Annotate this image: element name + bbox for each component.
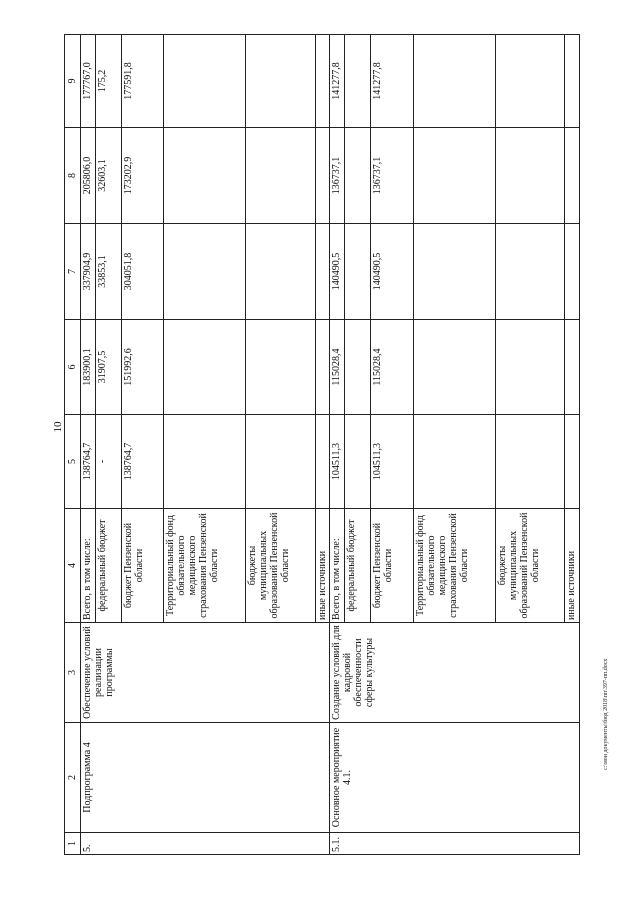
header-cell: 2 <box>65 723 81 833</box>
value-cell: 115028,4 <box>371 320 413 415</box>
value-cell <box>163 320 245 415</box>
value-cell: 115028,4 <box>330 320 345 415</box>
value-cell <box>163 35 245 128</box>
value-cell <box>163 415 245 509</box>
value-cell <box>315 128 330 224</box>
value-cell <box>246 224 316 320</box>
page-number: 10 <box>52 421 64 433</box>
header-cell: 6 <box>65 320 81 415</box>
value-cell <box>246 35 316 128</box>
value-cell <box>315 224 330 320</box>
funding-source: бюджет Пензенской области <box>371 509 413 623</box>
value-cell <box>413 128 495 224</box>
value-cell: 138764,7 <box>80 415 95 509</box>
value-cell: 136737,1 <box>371 128 413 224</box>
budget-table <box>64 34 580 855</box>
value-cell <box>315 35 330 128</box>
value-cell <box>246 128 316 224</box>
value-cell <box>163 224 245 320</box>
value-cell: 138764,7 <box>121 415 163 509</box>
funding-source: федеральный бюджет <box>95 509 121 623</box>
program-description: Обеспечение условий реализации программы <box>80 623 330 723</box>
value-cell <box>345 224 371 320</box>
value-cell <box>565 320 580 415</box>
header-cell: 5 <box>65 415 81 509</box>
value-cell: 183900,1 <box>80 320 95 415</box>
value-cell <box>246 415 316 509</box>
value-cell: 104511,3 <box>330 415 345 509</box>
value-cell <box>495 224 565 320</box>
footer-file-path: c:\мои документы\бюд 2018\пп\397-пп.docx <box>603 658 609 770</box>
funding-source: бюджет Пензенской области <box>121 509 163 623</box>
header-row <box>65 35 81 855</box>
program-name: Подпрограмма 4 <box>80 723 330 833</box>
header-cell: 7 <box>65 224 81 320</box>
funding-source: Всего, в том числе: <box>330 509 345 623</box>
funding-source: федеральный бюджет <box>345 509 371 623</box>
value-cell <box>163 128 245 224</box>
header-cell: 9 <box>65 35 81 128</box>
row-number: 5.1. <box>330 833 580 855</box>
value-cell: 136737,1 <box>330 128 345 224</box>
funding-source: иные источники <box>565 509 580 623</box>
funding-source: Территориальный фонд обязательного медицинского страхования Пензенской области <box>163 509 245 623</box>
value-cell <box>565 415 580 509</box>
value-cell: 173202,9 <box>121 128 163 224</box>
value-cell: 104511,3 <box>371 415 413 509</box>
value-cell <box>345 128 371 224</box>
value-cell <box>495 415 565 509</box>
header-cell: 8 <box>65 128 81 224</box>
value-cell: 304051,8 <box>121 224 163 320</box>
value-cell <box>413 320 495 415</box>
program-description: Создание условий для кадровой обеспеченности сферы культуры <box>330 623 580 723</box>
header-cell: 1 <box>65 833 81 855</box>
value-cell <box>565 128 580 224</box>
value-cell <box>495 320 565 415</box>
value-cell: 337904,9 <box>80 224 95 320</box>
value-cell: - <box>95 415 121 509</box>
value-cell <box>345 35 371 128</box>
funding-source: Всего, в том числе: <box>80 509 95 623</box>
value-cell <box>315 320 330 415</box>
value-cell: 33853,1 <box>95 224 121 320</box>
value-cell <box>495 35 565 128</box>
value-cell: 177591,8 <box>121 35 163 128</box>
value-cell <box>345 320 371 415</box>
value-cell: 32603,1 <box>95 128 121 224</box>
value-cell <box>413 415 495 509</box>
value-cell: 31907,5 <box>95 320 121 415</box>
table-row <box>330 35 345 855</box>
header-cell: 3 <box>65 623 81 723</box>
value-cell: 175,2 <box>95 35 121 128</box>
funding-source: иные источники <box>315 509 330 623</box>
value-cell <box>565 224 580 320</box>
value-cell: 141277,8 <box>330 35 345 128</box>
value-cell <box>495 128 565 224</box>
row-number: 5. <box>80 833 330 855</box>
header-cell: 4 <box>65 509 81 623</box>
value-cell <box>413 224 495 320</box>
funding-source: бюджеты муниципальных образований Пензенской области <box>495 509 565 623</box>
value-cell: 177767,0 <box>80 35 95 128</box>
value-cell <box>565 35 580 128</box>
value-cell <box>413 35 495 128</box>
value-cell: 141277,8 <box>371 35 413 128</box>
value-cell <box>345 415 371 509</box>
value-cell <box>315 415 330 509</box>
program-name: Основное мероприятие 4.1. <box>330 723 580 833</box>
funding-source: Территориальный фонд обязательного медицинского страхования Пензенской области <box>413 509 495 623</box>
value-cell: 151992,6 <box>121 320 163 415</box>
value-cell: 140490,5 <box>330 224 345 320</box>
table-row <box>80 35 95 855</box>
value-cell: 140490,5 <box>371 224 413 320</box>
budget-table-wrapper <box>64 35 580 855</box>
funding-source: бюджеты муниципальных образований Пензенской области <box>246 509 316 623</box>
value-cell: 205806,0 <box>80 128 95 224</box>
value-cell <box>246 320 316 415</box>
